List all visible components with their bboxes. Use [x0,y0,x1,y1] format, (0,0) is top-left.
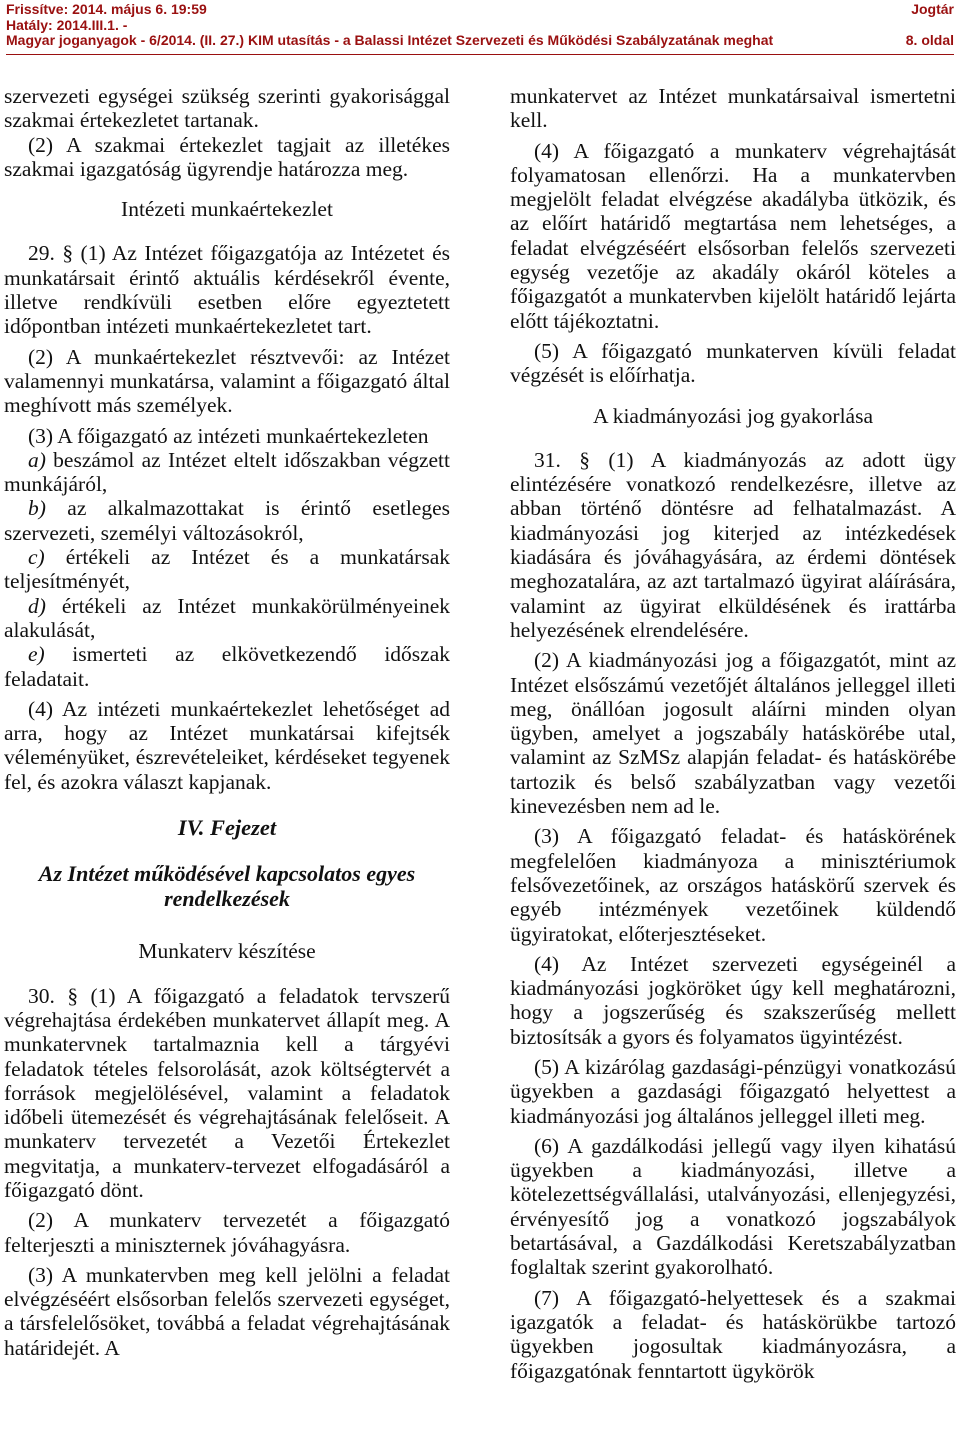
paragraph: szervezeti egységei szükség szerinti gyakorisággal szakmai értekezletet tartanak. [4,84,450,133]
list-item-e [4,642,450,691]
paragraph-29-4: (4) Az intézeti munkaértekezlet lehetőséget ad arra, hogy az Intézet munkatársai kifejtsék véleményüket, észrevételeiket, kérdéseket tegyenek fel, és azokra választ kapjanak. [4,696,450,794]
paragraph-31-6: (6) A gazdálkodási jellegű vagy ilyen kihatású ügyekben a kiadmányozási, illetve a kötelezettségvállalási, utalványozási, ellenjegyzési, érvényesítő jog a vonatkozó jogszabályok betartásával, a Gazdálkodási Keretszabályzatban foglaltak szerint gyakorolható. [510,1133,956,1280]
paragraph-31-3: (3) A főigazgató feladat- és hatáskörének megfelelően kiadmányoza a minisztériumok felsővezetőinek, az országos hatáskörű szervek és egyéb intézmények vezetőinek küldendő ügyiratokat, előterjesztéseket. [510,824,956,946]
list-marker: e) [28,642,45,667]
section-heading: Munkaterv készítése [138,939,316,964]
paragraph: (2) A szakmai értekezlet tagjait az illetékes szakmai igazgatóság ügyrendje határozza meg. [4,132,450,181]
updated-date: Frissítve: 2014. május 6. 19:59 [6,1,207,17]
section-heading: Intézeti munkaértekezlet [121,197,333,222]
list-item-b [4,496,450,545]
paragraph-31-5: (5) A kizárólag gazdasági-pénzügyi vonatkozású ügyekben a gazdasági főigazgató helyettest a kiadmányozási jog általános jelleggel illeti meg. [510,1054,956,1128]
document-title: Magyar joganyagok - 6/2014. (II. 27.) KIM utasítás - a Balassi Intézet Szervezeti és Működési Szabályzatának meghat [6,32,774,49]
document-header [6,0,954,62]
paragraph-30-4: (4) A főigazgató a munkaterv végrehajtását folyamatosan ellenőrzi. Ha a munkatervben megjelölt feladat elvégzése akadályba ütközik, és az előírt határidő megtartása nem lehetséges, a feladat elvégzéséért elsősorban felelős szervezeti egység vezetője az akadály okáról köteles a főigazgatót a munkatervben kijelölt határidő lejárta előtt tájékoztatni. [510,138,956,333]
list-marker: b) [28,496,46,521]
paragraph-31-7: (7) A főigazgató-helyettesek és a szakmai igazgatók a feladat- és hatáskörükbe tartozó ügyekben jogosultak kiadmányozásra, a főigazgatónak fenntartott ügykörök [510,1285,956,1383]
list-item-a [4,448,450,497]
paragraph-30-3: (3) A munkatervben meg kell jelölni a feladat elvégzéséért elsősorban felelős szervezeti egységet, a társfelelősöket, továbbá a feladat végrehajtásának határidejét. A [4,1262,450,1360]
page-number: 8. oldal [905,32,954,49]
list-marker: a) [28,447,46,472]
list-marker: c) [28,545,45,570]
list-text: értékeli az Intézet és a munkatársak teljesítményét, [4,545,450,594]
paragraph-29-1: 29. § (1) Az Intézet főigazgatója az Intézetet és munkatársait érintő aktuális kérdésekről évente, illetve rendkívüli esetben előre egyeztetett időpontban intézeti munkaértekezletet tart. [4,241,450,339]
paragraph-31-2: (2) A kiadmányozási jog a főigazgatót, mint az Intézet elsőszámú vezetőjét általános jelleggel illeti meg, önállóan jogosult aláírni minden olyan ügyben, amelyet a jogszabály hatáskörébe utal, valamint az SzMSz alapján feladat- és hatáskörébe tartozik és belső szabályzatban vagy vezetői kinevezésben nem ad le. [510,648,956,819]
left-column [4,84,450,1360]
list-text: ismerteti az elkövetkezendő időszak feladatait. [4,642,450,691]
chapter-heading: IV. Fejezet [177,815,277,841]
header-divider [6,54,954,55]
list-item-d [4,594,450,643]
list-text: beszámol az Intézet eltelt időszakban végzett munkájáról, [4,447,450,497]
paragraph-30-1: 30. § (1) A főigazgató a feladatok tervszerű végrehajtása érdekében munkatervet állapít meg. A munkatervnek tartalmaznia kell a tárgyévi feladatok tételes felsorolását, azok költségtervét a források megjelölésével, valamint a feladatok időbeli ütemezését és végrehajtásának felelőseit. A munkaterv tervezetét a Vezetői Értekezlet megvitatja, a munkaterv-tervezet elfogadásáról a főigazgató dönt. [4,983,450,1202]
paragraph-29-3: (3) A főigazgató az intézeti munkaértekezleten [28,423,429,448]
list-text: értékeli az Intézet munkakörülményeinek alakulását, [4,593,450,642]
list-item-c [4,545,450,594]
paragraph-30-5: (5) A főigazgató munkaterven kívüli feladat végzését is előírhatja. [510,338,956,388]
right-column [510,84,956,1383]
paragraph: munkatervet az Intézet munkatársaival ismertetni kell. [510,84,956,133]
paragraph-31-1: 31. § (1) A kiadmányozás az adott ügy elintézésére vonatkozó rendelkezésre, illetve az abban történő döntésre ad felhatalmazást. A kiadmányozási jog kiterjed az intézkedések kiadására és jóváhagyására, az érdemi döntések meghozatalára, az azt tartalmazó ügyirat aláírására, valamint az ügyirat elküldésének és irattárba helyezésének elrendelésére. [510,447,956,642]
publisher-name: Jogtár [911,1,954,17]
paragraph-29-2: (2) A munkaértekezlet résztvevői: az Intézet valamennyi munkatársa, valamint a főigazgató által meghívott más személyek. [4,344,450,418]
paragraph-31-4: (4) Az Intézet szervezeti egységeinél a kiadmányozási jogköröket úgy kell meghatározni, hogy a jogszerűség és szakszerűség mellett biztosítsák a gyors és folyamatos ügyintézést. [510,951,956,1049]
list-marker: d) [28,593,46,618]
chapter-title: Az Intézet működésével kapcsolatos egyes rendelkezések [38,861,416,911]
section-heading: A kiadmányozási jog gyakorlása [592,403,874,428]
paragraph-30-2: (2) A munkaterv tervezetét a főigazgató felterjeszti a miniszternek jóváhagyásra. [4,1208,450,1257]
validity-range: Hatály: 2014.III.1. - [6,16,128,33]
list-text: az alkalmazottakat is érintő esetleges szervezeti, személyi változásokról, [4,496,450,545]
